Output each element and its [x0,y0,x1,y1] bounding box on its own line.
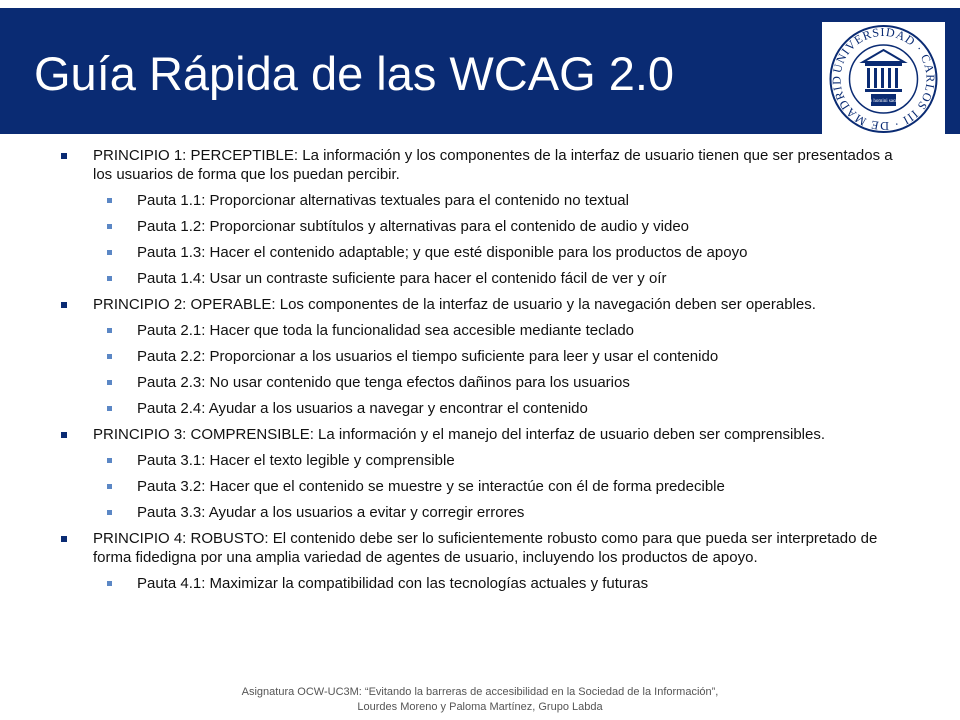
logo-seal-icon [825,22,942,136]
guideline-item [0,321,937,340]
principle-item [0,425,960,444]
item-text: Pauta 3.2: Hacer que el contenido se muestre y se interactúe con él de forma predecible [137,478,725,495]
guideline-item [0,217,937,236]
item-text: PRINCIPIO 2: OPERABLE: Los componentes de la interfaz de usuario y la navegación deben ser operables. [93,296,816,313]
square-bullet-icon [61,432,67,438]
square-bullet-icon [107,328,112,333]
item-text: Pauta 2.1: Hacer que toda la funcionalidad sea accesible mediante teclado [137,322,634,339]
square-bullet-icon [107,380,112,385]
item-text: Pauta 2.2: Proporcionar a los usuarios el tiempo suficiente para leer y usar el contenido [137,348,719,365]
square-bullet-icon [107,484,112,489]
square-bullet-icon [107,250,112,255]
item-text: Pauta 3.3: Ayudar a los usuarios a evitar y corregir errores [137,504,525,521]
title-bar [0,8,960,134]
item-text: PRINCIPIO 3: COMPRENSIBLE: La información y el manejo del interfaz de usuario deben ser comprensibles. [93,426,825,443]
guideline-item [0,451,937,470]
square-bullet-icon [61,536,67,542]
guideline-item [0,269,937,288]
guideline-item [0,399,937,418]
square-bullet-icon [107,276,112,281]
square-bullet-icon [107,354,112,359]
item-text: Pauta 4.1: Maximizar la compatibilidad con las tecnologías actuales y futuras [137,575,649,592]
square-bullet-icon [107,510,112,515]
square-bullet-icon [61,302,67,308]
item-text: PRINCIPIO 4: ROBUSTO: El contenido debe ser lo suficientemente robusto como para que pueda ser interpretado de forma fidedigna por una amplia variedad de agentes de usuario, incluyendo los productos de apoyo. [93,530,878,566]
item-text: Pauta 1.2: Proporcionar subtítulos y alternativas para el contenido de audio y video [137,218,690,235]
item-text: Pauta 2.3: No usar contenido que tenga efectos dañinos para los usuarios [137,374,630,391]
principle-item [0,529,960,567]
guideline-item [0,373,937,392]
footer-line-2: Lourdes Moreno y Paloma Martínez, Grupo Labda [357,701,603,713]
slide-footer [0,685,960,715]
item-text: Pauta 1.1: Proporcionar alternativas textuales para el contenido no textual [137,192,629,209]
slide-content [0,146,960,600]
guideline-item [0,503,937,522]
square-bullet-icon [107,581,112,586]
item-text: Pauta 1.3: Hacer el contenido adaptable; y que esté disponible para los productos de apoyo [137,244,748,261]
guideline-item [0,574,937,593]
principle-item [0,295,960,314]
square-bullet-icon [61,153,67,159]
footer-line-1: Asignatura OCW-UC3M: “Evitando la barreras de accesibilidad en la Sociedad de la Información”, [241,686,719,698]
university-logo [822,22,945,136]
principle-item [0,146,960,184]
guideline-item [0,347,937,366]
guideline-item [0,477,937,496]
slide-title: Guía Rápida de las WCAG 2.0 [34,47,675,100]
square-bullet-icon [107,198,112,203]
logo-ring-text: UNIVERSIDAD · CARLOS III · DE MADRID [829,24,938,134]
item-text: PRINCIPIO 1: PERCEPTIBLE: La información y los componentes de la interfaz de usuario tienen que ser presentados a los usuarios de forma que los puedan percibir. [93,147,893,183]
guideline-item [0,243,937,262]
square-bullet-icon [107,406,112,411]
item-text: Pauta 2.4: Ayudar a los usuarios a navegar y encontrar el contenido [137,400,588,417]
square-bullet-icon [107,458,112,463]
square-bullet-icon [107,224,112,229]
item-text: Pauta 1.4: Usar un contraste suficiente para hacer el contenido fácil de ver y oír [137,270,667,287]
item-text: Pauta 3.1: Hacer el texto legible y comprensible [137,452,455,469]
guideline-item [0,191,937,210]
logo-motto: homo homini sacra res [860,99,907,104]
